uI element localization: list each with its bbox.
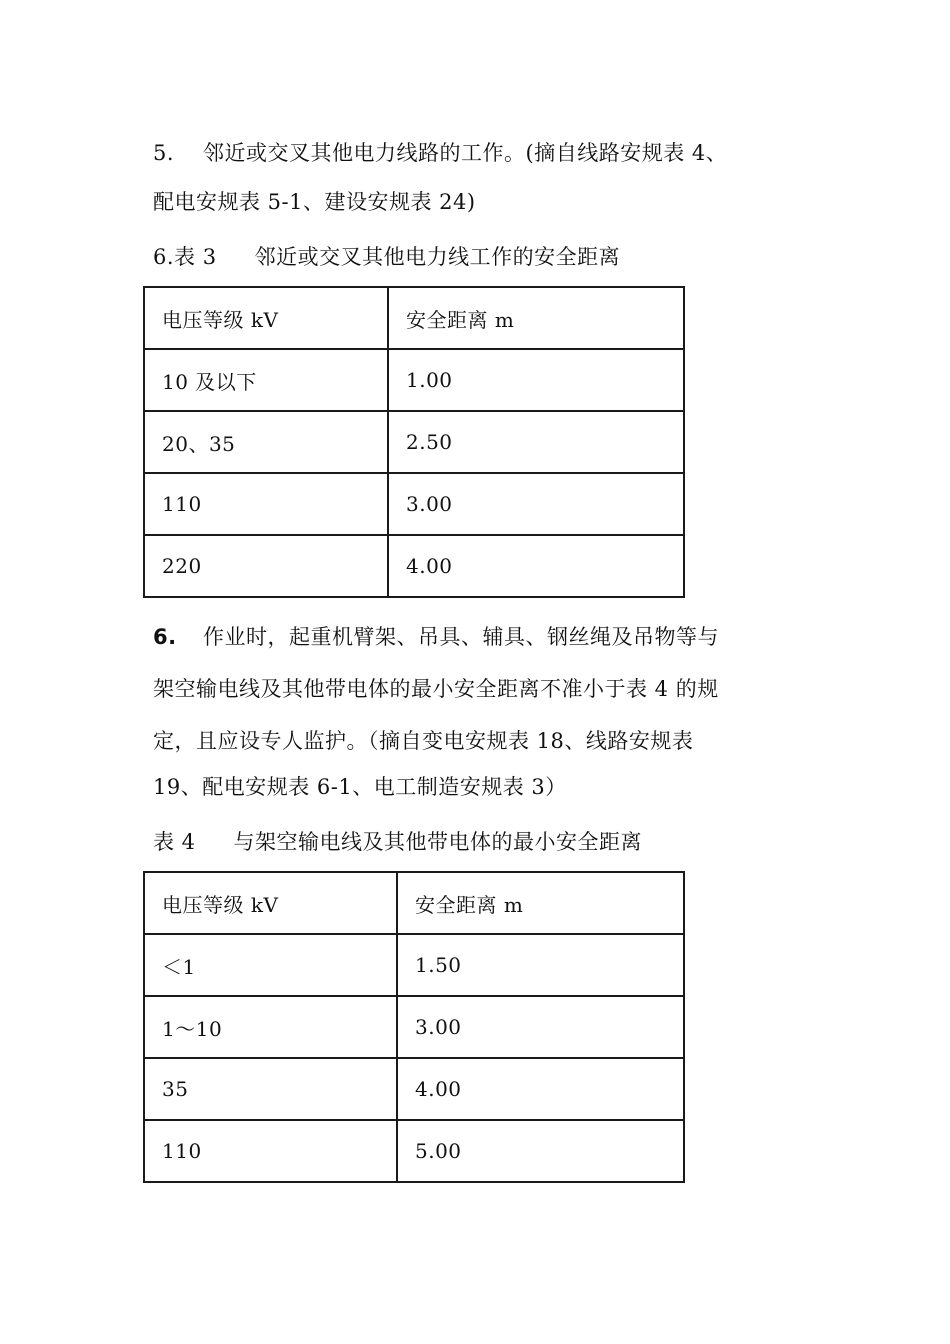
table-cell: 220 <box>144 535 388 597</box>
table-cell: 4.00 <box>388 535 684 597</box>
table-4-caption-text: 与架空输电线及其他带电体的最小安全距离 <box>233 830 643 854</box>
table-cell: 3.00 <box>388 473 684 535</box>
table-3 <box>143 286 685 598</box>
table-cell: 4.00 <box>397 1058 684 1120</box>
section-6-text-1: 作业时，起重机臂架、吊具、辅具、钢丝绳及吊物等与 <box>203 625 719 649</box>
section-6-line-3 <box>153 726 693 756</box>
table-row <box>144 411 684 473</box>
table-row <box>144 535 684 597</box>
table-cell: 1.00 <box>388 349 684 411</box>
section-6-text-4: 19、配电安规表 6-1、电工制造安规表 3） <box>153 775 567 799</box>
section-6-number: 6. <box>153 625 177 649</box>
table-header-cell: 安全距离 m <box>388 287 684 349</box>
table-cell: 2.50 <box>388 411 684 473</box>
table-cell: 35 <box>144 1058 397 1120</box>
table-3-caption <box>153 242 620 272</box>
section-6-text-3: 定，且应设专人监护。（摘自变电安规表 18、线路安规表 <box>153 729 694 753</box>
table-row <box>144 996 684 1058</box>
section-5-number: 5. <box>153 141 175 165</box>
section-6-line-2 <box>153 674 719 704</box>
table-header-cell: 安全距离 m <box>397 872 684 934</box>
table-cell: 10 及以下 <box>144 349 388 411</box>
section-5-text-1: 邻近或交叉其他电力线路的工作。(摘自线路安规表 4、 <box>203 141 728 165</box>
table-3-caption-label: 6.表 3 <box>153 245 217 269</box>
table-row <box>144 934 684 996</box>
table-cell: 5.00 <box>397 1120 684 1182</box>
table-row <box>144 872 684 934</box>
table-row <box>144 349 684 411</box>
table-cell: 1～10 <box>144 996 397 1058</box>
table-3-caption-text: 邻近或交叉其他电力线工作的安全距离 <box>254 245 621 269</box>
table-cell: 3.00 <box>397 996 684 1058</box>
table-row <box>144 1120 684 1182</box>
table-row <box>144 1058 684 1120</box>
table-header-cell: 电压等级 kV <box>144 872 397 934</box>
section-6-line-4 <box>153 772 567 802</box>
table-cell: 110 <box>144 473 388 535</box>
table-cell: 20、35 <box>144 411 388 473</box>
section-6-text-2: 架空输电线及其他带电体的最小安全距离不准小于表 4 的规 <box>153 677 719 701</box>
table-cell: ＜1 <box>144 934 397 996</box>
section-6-line-1 <box>153 622 719 652</box>
table-cell: 110 <box>144 1120 397 1182</box>
table-header-cell: 电压等级 kV <box>144 287 388 349</box>
table-4-caption-label: 表 4 <box>153 830 196 854</box>
table-cell: 1.50 <box>397 934 684 996</box>
table-4-caption <box>153 827 642 857</box>
table-4 <box>143 871 685 1183</box>
section-5-text-2: 配电安规表 5-1、建设安规表 24) <box>153 190 476 214</box>
section-5-line-1 <box>153 138 727 168</box>
section-5-line-2 <box>153 187 476 217</box>
table-row <box>144 287 684 349</box>
table-row <box>144 473 684 535</box>
